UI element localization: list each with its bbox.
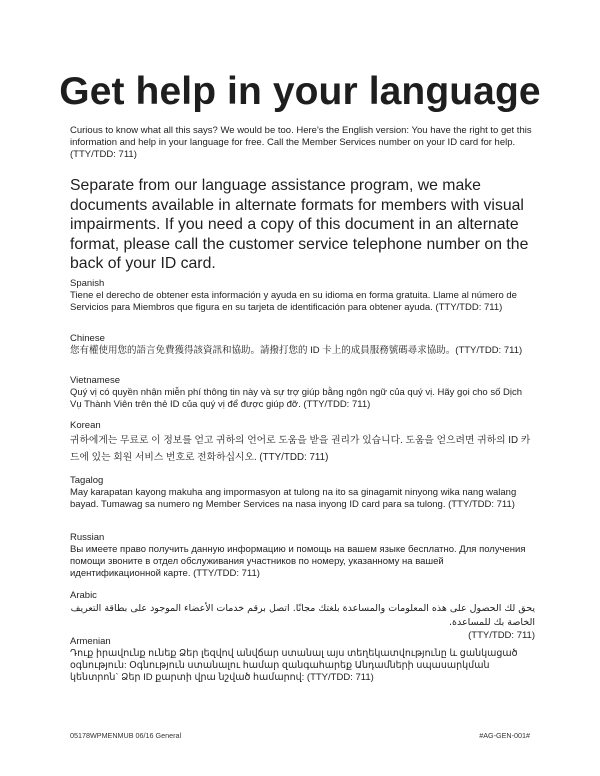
language-block-arabic	[70, 590, 535, 642]
language-text: 您有權使用您的語言免費獲得該資訊和協助。請撥打您的 ID 卡上的成員服務號碼尋求協助。(TTY/TDD: 711)	[70, 345, 523, 356]
language-block-vietnamese	[70, 375, 535, 411]
language-name: Chinese	[70, 333, 105, 344]
language-name: Vietnamese	[70, 375, 120, 386]
language-block-armenian	[70, 636, 535, 684]
page-title: Get help in your language	[59, 70, 541, 113]
english-intro: Curious to know what all this says? We would be too. Here's the English version: You have the right to get this information and help in your language for free. Call the Member Services number on your ID card for help. (TTY/TDD: 711)	[70, 125, 532, 160]
language-name: Spanish	[70, 278, 105, 289]
language-text: Quý vị có quyền nhận miễn phí thông tin này và sự trợ giúp bằng ngôn ngữ của quý vị. Hãy gọi cho số Dịch Vụ Thành Viên trên thẻ ID của quý vị để được giúp đỡ. (TTY/TDD: 711)	[70, 387, 522, 410]
language-block-russian	[70, 532, 535, 580]
language-block-spanish	[70, 278, 535, 314]
language-text: Вы имеете право получить данную информацию и помощь на вашем языке бесплатно. Для получения помощи звоните в отдел обслуживания участников по номеру, указанному на вашей идентификационной карте. (TTY/TDD: 711)	[70, 544, 526, 579]
language-block-korean	[70, 420, 535, 466]
language-name: Armenian	[70, 636, 111, 647]
alternate-format-notice: Separate from our language assistance program, we make documents available in alternate formats for members with visual impairments. If you need a copy of this document in an alternate format, please call the customer service telephone number on the back of your ID card.	[70, 177, 529, 272]
language-text: May karapatan kayong makuha ang impormasyon at tulong na ito sa ginagamit ninyong wika nang walang bayad. Tumawag sa numero ng Member Services na nasa inyong ID card para sa tulong. (TTY/TDD: 711)	[70, 487, 517, 510]
language-tty: (TTY/TDD: 711)	[468, 630, 535, 641]
language-text: يحق لك الحصول على هذه المعلومات والمساعدة بلغتك مجانًا. اتصل برقم خدمات الأعضاء الموجود على بطاقة التعريف الخاصة بك للمساعدة.	[70, 603, 535, 628]
footer-document-code: 05178WPMENMUB 06/16 General	[70, 731, 182, 740]
language-text: 귀하에게는 무료로 이 정보를 얻고 귀하의 언어로 도움을 받을 권리가 있습니다. 도움을 얻으려면 귀하의 ID 카드에 있는 회원 서비스 번호로 전화하십시오. (TTY/TDD: 711)	[70, 435, 531, 463]
language-name: Arabic	[70, 590, 97, 601]
language-text: Դուք իրավունք ունեք Ձեր լեզվով անվճար ստանալ այս տեղեկատվությունը և ցանկացած օգնություն: Օգնություն ստանալու համար զանգահարեք Անդամների սպասարկման կենտրոն` Ձեր ID քարտի վրա նշված համարով: (TTY/TDD: 711)	[70, 648, 518, 683]
language-name: Tagalog	[70, 475, 104, 486]
footer-reference-id: #AG-GEN-001#	[479, 731, 530, 740]
language-block-chinese	[70, 333, 535, 357]
language-name: Korean	[70, 420, 101, 431]
language-block-tagalog	[70, 475, 535, 511]
language-name: Russian	[70, 532, 105, 543]
language-text: Tiene el derecho de obtener esta información y ayuda en su idioma en forma gratuita. Llame al número de Servicios para Miembros que figura en su tarjeta de identificación para obtener ayuda. (TTY/TDD: 711)	[70, 290, 517, 313]
